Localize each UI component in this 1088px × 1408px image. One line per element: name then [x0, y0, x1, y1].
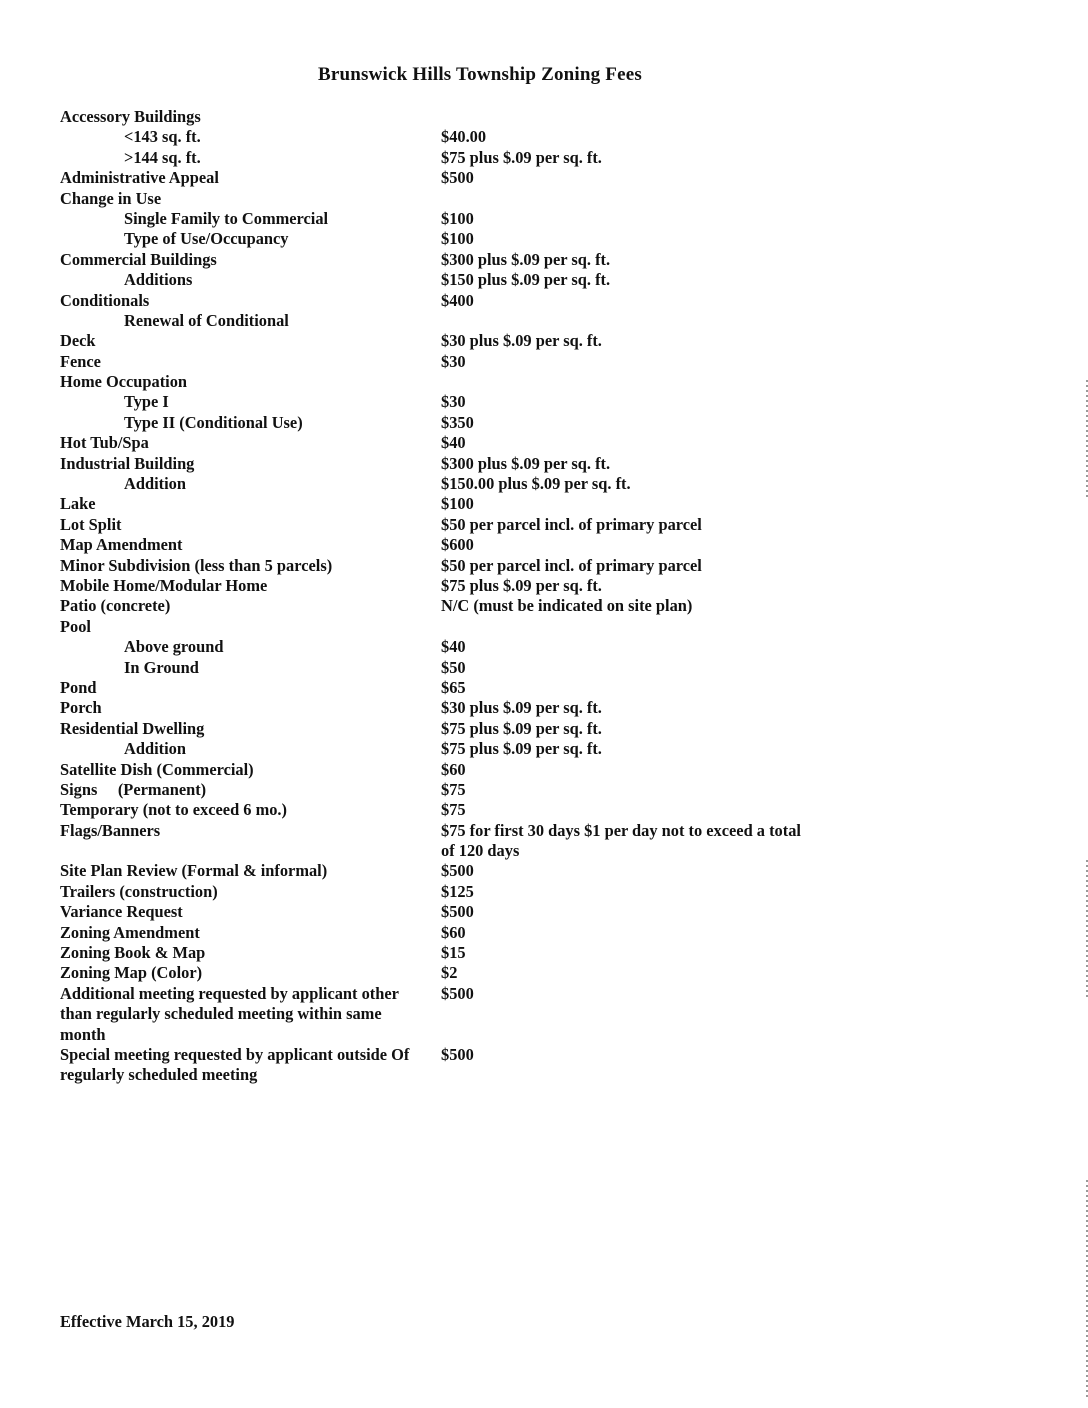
- fee-item-label: Accessory Buildings: [60, 107, 201, 126]
- fee-amount: $75 plus $.09 per sq. ft.: [441, 718, 602, 738]
- fee-item-label: Type of Use/Occupancy: [124, 229, 289, 249]
- fee-item-label: Type I: [124, 392, 169, 412]
- fee-row: [0, 413, 1088, 433]
- fee-amount: $30: [441, 392, 466, 412]
- fee-amount: $75 plus $.09 per sq. ft.: [441, 739, 602, 759]
- fee-amount: $300 plus $.09 per sq. ft.: [441, 249, 611, 269]
- fee-row: [0, 698, 1088, 718]
- fee-item-label: Renewal of Conditional: [124, 310, 289, 330]
- fee-item-label: Zoning Book & Map: [60, 943, 206, 963]
- fee-row: [0, 433, 1088, 453]
- fee-row: [0, 902, 1088, 922]
- fee-row: [0, 189, 1088, 209]
- fee-amount: N/C (must be indicated on site plan): [441, 596, 693, 616]
- fee-item-label: Mobile Home/Modular Home: [60, 575, 268, 595]
- fee-row: [0, 311, 1088, 331]
- effective-date: Effective March 15, 2019: [60, 1312, 235, 1331]
- fee-item-label: Home Occupation: [60, 372, 188, 392]
- fee-amount: $400: [441, 290, 474, 310]
- fee-amount: $500: [441, 168, 474, 188]
- fee-row: [0, 739, 1088, 759]
- fee-row: [0, 963, 1088, 983]
- fee-item-label: Fence: [60, 351, 101, 371]
- fee-row: [0, 923, 1088, 943]
- fee-amount: $100: [441, 229, 474, 249]
- fee-amount: $30 plus $.09 per sq. ft.: [441, 698, 602, 718]
- fee-row: [0, 596, 1088, 616]
- fee-item-label: Addition: [124, 739, 186, 759]
- fee-amount: $300 plus $.09 per sq. ft.: [441, 453, 611, 473]
- fee-row: [0, 760, 1088, 780]
- fee-amount: $75: [441, 800, 466, 820]
- fee-row: [0, 331, 1088, 351]
- fee-item-label: Zoning Amendment: [60, 922, 200, 942]
- fee-row: [0, 984, 1088, 1045]
- fee-item-label: Lot Split: [60, 514, 122, 534]
- fee-row: [0, 719, 1088, 739]
- fee-item-label: Single Family to Commercial: [124, 208, 329, 228]
- fee-amount: $100: [441, 494, 474, 514]
- fee-item-label: Variance Request: [60, 902, 183, 922]
- fee-row: [0, 882, 1088, 902]
- fee-item-label: Site Plan Review (Formal & informal): [60, 861, 328, 881]
- fee-item-label: Temporary (not to exceed 6 mo.): [60, 800, 287, 820]
- fee-row: [0, 392, 1088, 412]
- fee-row: [0, 861, 1088, 881]
- fee-item-label: Residential Dwelling: [60, 718, 205, 738]
- fee-row: [0, 943, 1088, 963]
- fee-amount: $500: [441, 902, 474, 922]
- fee-item-label: Addition: [124, 474, 186, 494]
- fee-row: [0, 617, 1088, 637]
- fee-amount: $500: [441, 861, 474, 881]
- fee-amount: $30 plus $.09 per sq. ft.: [441, 331, 602, 351]
- fee-item-label: Flags/Banners: [60, 820, 161, 840]
- fee-row: [0, 800, 1088, 820]
- fee-row: [0, 352, 1088, 372]
- fee-row: [0, 556, 1088, 576]
- fee-amount: $30: [441, 351, 466, 371]
- fee-amount: $75 for first 30 days $1 per day not to exceed a total of 120 days: [441, 820, 801, 861]
- fee-row: [0, 168, 1088, 188]
- fee-item-label: Hot Tub/Spa: [60, 433, 149, 453]
- fee-item-label: <143 sq. ft.: [124, 127, 201, 147]
- fee-amount: $125: [441, 881, 474, 901]
- fee-row: [0, 291, 1088, 311]
- fee-item-label: Lake: [60, 494, 96, 514]
- fee-item-label: Signs (Permanent): [60, 779, 207, 799]
- fee-row: [0, 250, 1088, 270]
- fee-row: [0, 821, 1088, 862]
- fee-item-label: >144 sq. ft.: [124, 147, 201, 167]
- fee-row: [0, 637, 1088, 657]
- fee-row: [0, 454, 1088, 474]
- fee-amount: $150.00 plus $.09 per sq. ft.: [441, 474, 631, 494]
- fee-item-label: Pond: [60, 677, 97, 697]
- fee-row: [0, 209, 1088, 229]
- fee-amount: $60: [441, 759, 466, 779]
- fee-amount: $40: [441, 637, 466, 657]
- fee-amount: $15: [441, 943, 466, 963]
- fee-amount: $40: [441, 433, 466, 453]
- fee-item-label: Special meeting requested by applicant outside Of regularly scheduled meeting: [60, 1045, 410, 1085]
- fee-amount: $100: [441, 208, 474, 228]
- fee-row: [0, 515, 1088, 535]
- fee-item-label: In Ground: [124, 657, 199, 677]
- fee-row: [0, 270, 1088, 290]
- fee-amount: $75 plus $.09 per sq. ft.: [441, 147, 602, 167]
- fee-amount: $500: [441, 983, 474, 1003]
- fee-item-label: Pool: [60, 616, 91, 636]
- fee-item-label: Additions: [124, 270, 193, 290]
- fee-amount: $150 plus $.09 per sq. ft.: [441, 270, 611, 290]
- fee-row: [0, 127, 1088, 147]
- fee-item-label: Type II (Conditional Use): [124, 412, 303, 432]
- fee-item-label: Porch: [60, 698, 102, 718]
- fee-amount: $60: [441, 922, 466, 942]
- fee-amount: $40.00: [441, 127, 487, 147]
- fee-amount: $50: [441, 657, 466, 677]
- fee-item-label: Industrial Building: [60, 453, 195, 473]
- fee-amount: $75: [441, 779, 466, 799]
- fee-row: [0, 107, 1088, 127]
- fee-item-label: Minor Subdivision (less than 5 parcels): [60, 555, 333, 575]
- fee-item-label: Above ground: [124, 637, 224, 657]
- fee-amount: $75 plus $.09 per sq. ft.: [441, 575, 602, 595]
- fee-amount: $50 per parcel incl. of primary parcel: [441, 514, 702, 534]
- fee-row: [0, 535, 1088, 555]
- fee-item-label: Zoning Map (Color): [60, 963, 203, 983]
- fee-item-label: Conditionals: [60, 290, 150, 310]
- fee-row: [0, 494, 1088, 514]
- fee-amount: $600: [441, 535, 474, 555]
- document-title: Brunswick Hills Township Zoning Fees: [318, 64, 642, 85]
- fee-row: [0, 678, 1088, 698]
- fee-item-label: Trailers (construction): [60, 881, 218, 901]
- fee-schedule-list: [0, 107, 1088, 1086]
- fee-item-label: Change in Use: [60, 188, 162, 208]
- fee-item-label: Additional meeting requested by applicant other than regularly scheduled meeting within same month: [60, 983, 399, 1044]
- fee-amount: $65: [441, 677, 466, 697]
- fee-item-label: Deck: [60, 331, 96, 351]
- fee-item-label: Satellite Dish (Commercial): [60, 759, 254, 779]
- fee-row: [0, 780, 1088, 800]
- fee-row: [0, 229, 1088, 249]
- fee-amount: $2: [441, 963, 458, 983]
- fee-item-label: Patio (concrete): [60, 596, 171, 616]
- fee-row: [0, 1045, 1088, 1086]
- fee-row: [0, 576, 1088, 596]
- fee-amount: $500: [441, 1045, 474, 1064]
- fee-item-label: Map Amendment: [60, 535, 183, 555]
- fee-amount: $50 per parcel incl. of primary parcel: [441, 555, 702, 575]
- fee-row: [0, 474, 1088, 494]
- fee-item-label: Commercial Buildings: [60, 249, 217, 269]
- fee-amount: $350: [441, 412, 474, 432]
- fee-item-label: Administrative Appeal: [60, 168, 219, 188]
- fee-row: [0, 148, 1088, 168]
- fee-row: [0, 372, 1088, 392]
- fee-row: [0, 658, 1088, 678]
